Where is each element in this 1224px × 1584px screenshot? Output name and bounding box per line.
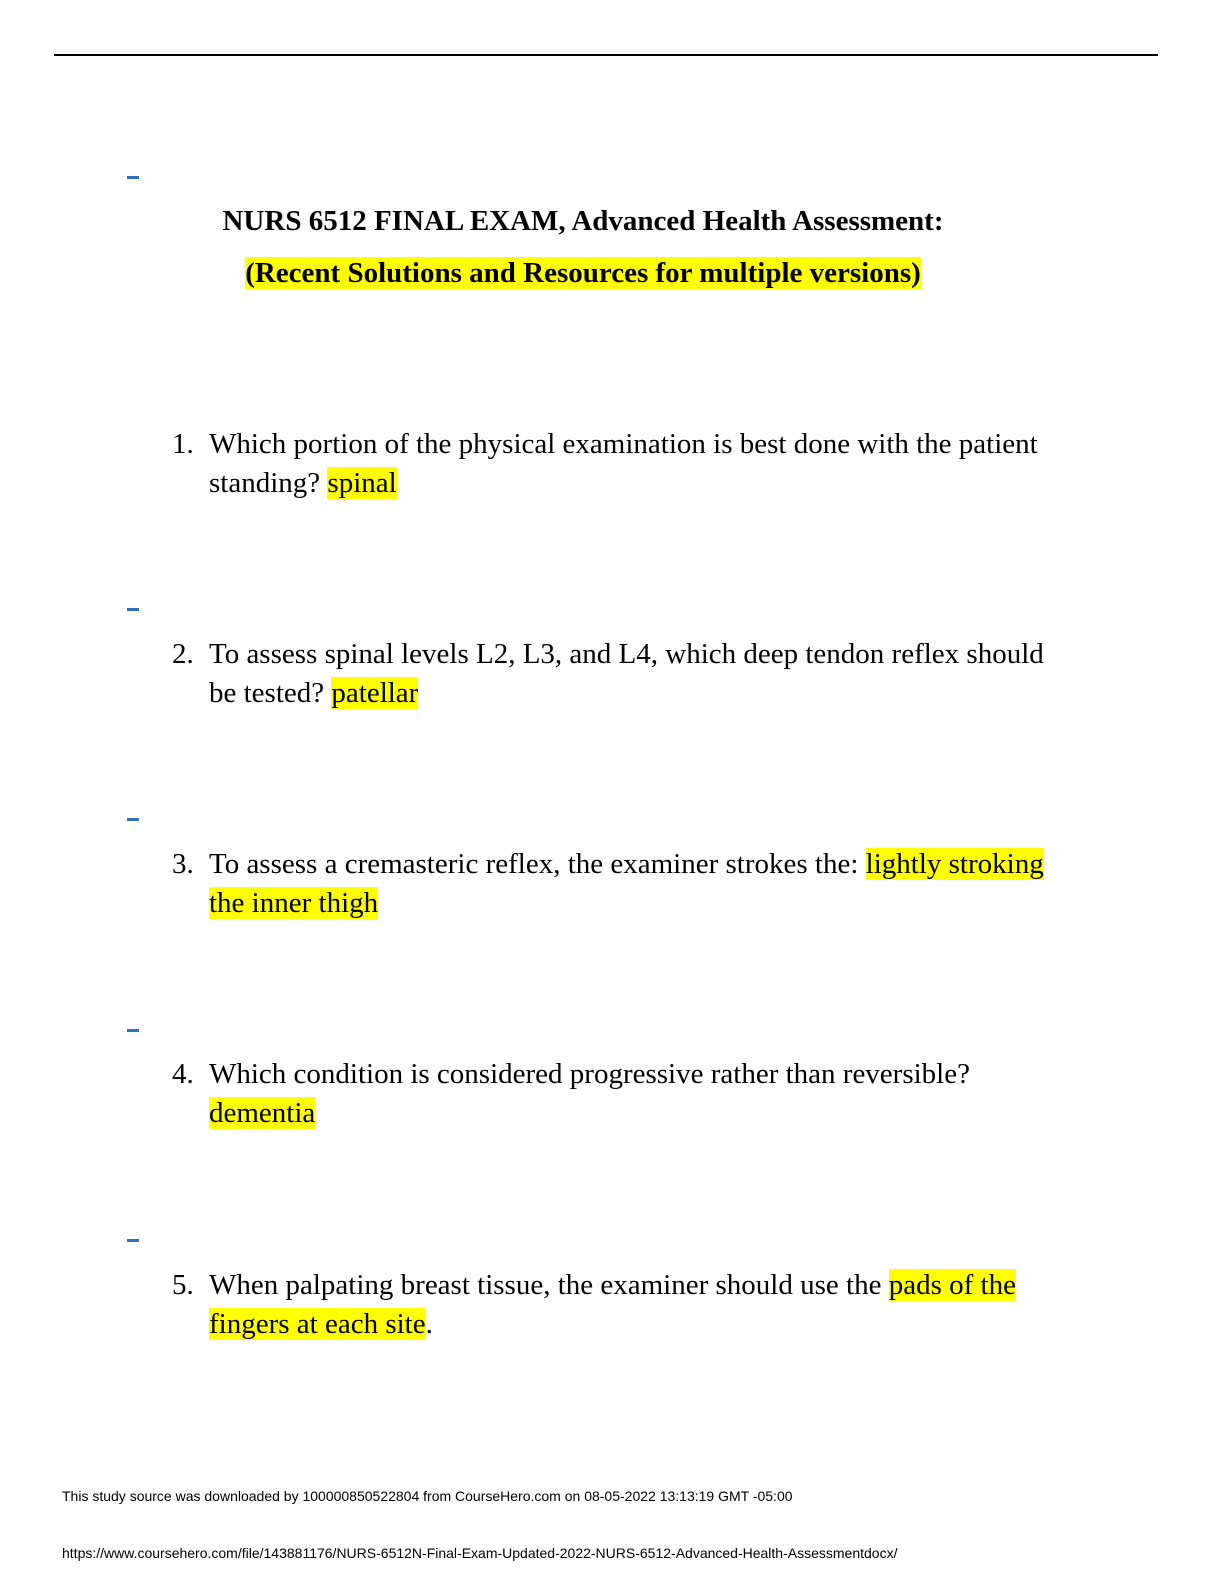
download-notice: This study source was downloaded by 100000850522804 from CourseHero.com on 08-05-2022 13:13:19 GMT -05:00 — [62, 1488, 793, 1504]
question-item — [172, 1266, 1052, 1344]
question-text — [209, 1266, 1052, 1344]
question-answer: spinal — [327, 467, 397, 499]
question-answer: lightly stroking the inner thigh — [209, 848, 1044, 919]
question-answer: pads of the fingers at each site — [209, 1269, 1016, 1340]
question-prompt: To assess a cremasteric reflex, the examiner strokes the: — [209, 848, 866, 880]
question-prompt: When palpating breast tissue, the examiner should use the — [209, 1269, 889, 1301]
question-item — [172, 635, 1052, 713]
document-title — [0, 204, 1166, 238]
title-line-2: (Recent Solutions and Resources for multiple versions) — [245, 257, 921, 289]
question-prompt: Which condition is considered progressive rather than reversible? — [209, 1058, 970, 1090]
question-text — [209, 1055, 1052, 1133]
question-suffix: . — [425, 1308, 433, 1340]
question-item — [172, 845, 1052, 923]
source-url-link[interactable]: https://www.coursehero.com/file/143881176/NURS-6512N-Final-Exam-Updated-2022-NURS-6512-Advanced-Health-Assessmentdocx/ — [62, 1545, 898, 1561]
question-text — [209, 635, 1052, 713]
question-item — [172, 1055, 1052, 1133]
top-divider — [54, 54, 1158, 56]
title-line-1: NURS 6512 FINAL EXAM, Advanced Health Assessment: — [222, 205, 944, 237]
list-bullet-dash — [127, 1029, 139, 1032]
question-item — [172, 425, 1052, 503]
question-number: 5. — [172, 1269, 194, 1301]
list-bullet-dash — [127, 818, 139, 821]
question-prompt: Which portion of the physical examination is best done with the patient standing? — [209, 428, 1038, 499]
question-number: 2. — [172, 638, 194, 670]
list-bullet-dash — [127, 608, 139, 611]
question-answer: patellar — [331, 677, 419, 709]
question-number: 3. — [172, 848, 194, 880]
question-answer: dementia — [209, 1097, 316, 1129]
question-number: 1. — [172, 428, 194, 460]
question-prompt: To assess spinal levels L2, L3, and L4, which deep tendon reflex should be tested? — [209, 638, 1044, 709]
question-text — [209, 425, 1052, 503]
question-text — [209, 845, 1052, 923]
list-bullet-dash — [127, 1239, 139, 1242]
question-number: 4. — [172, 1058, 194, 1090]
document-subtitle — [0, 256, 1166, 290]
list-bullet-dash — [127, 176, 139, 179]
